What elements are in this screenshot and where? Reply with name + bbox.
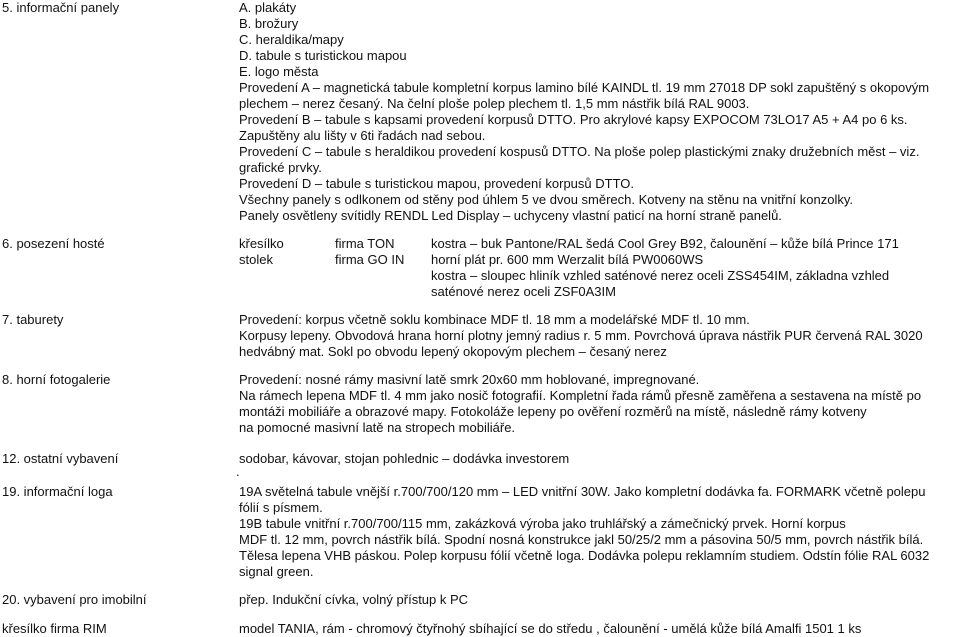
section-6-item-table: stolek [239, 252, 273, 267]
section-8-line: montáži mobiliáře a obrazové mapy. Fotokoláže lepeny po ověření rozměrů na místě, následně rámy kotveny [239, 404, 867, 419]
section-7-line: Provedení: korpus včetně soklu kombinace MDF tl. 18 mm a modelářské MDF tl. 10 mm. [239, 312, 750, 327]
section-6-label: 6. posezení hosté [2, 236, 105, 251]
section-5-line: Provedení D – tabule s turistickou mapou, provedení korpusů DTTO. [239, 176, 635, 191]
section-8-line: na pomocné masivní latě na stropech mobiliáře. [239, 420, 516, 435]
section-20-text: přep. Indukční cívka, volný přístup k PC [239, 592, 469, 607]
section-8-line: Na rámech lepena MDF tl. 4 mm jako nosič fotografií. Kompletní řada rámů přesně zaměřena a sestavena na místě po [239, 388, 922, 403]
section-7-label: 7. taburety [2, 312, 64, 327]
section-5-line: Provedení C – tabule s heraldikou provedení kospusů DTTO. Na ploše polep plastickými znaky družebních měst – viz. [239, 144, 920, 159]
section-5-line: E. logo města [239, 64, 319, 79]
section-6-firm-goin: firma GO IN [335, 252, 405, 267]
section-19-line: signal green. [239, 564, 314, 579]
section-5-line: Zapuštěny alu lišty v 6ti řadách nad sebou. [239, 128, 486, 143]
section-12-text: sodobar, kávovar, stojan pohlednic – dodávka investorem [239, 451, 570, 466]
section-5-line: D. tabule s turistickou mapou [239, 48, 407, 63]
section-5-line: Panely osvětleny svítidly RENDL Led Display – uchyceny vlastní paticí na horní straně panelů. [239, 208, 782, 223]
rim-label: křesílko firma RIM [2, 621, 107, 636]
section-8-label: 8. horní fotogalerie [2, 372, 111, 387]
section-19-line: 19B tabule vnitřní r.700/700/115 mm, zakázková výroba jako truhlářský a zámečnický prvek. Horní korpus [239, 516, 846, 531]
section-6-desc: horní plát pr. 600 mm Werzalit bílá PW0060WS [431, 252, 704, 267]
section-20-label: 20. vybavení pro imobilní [2, 592, 147, 607]
section-5-line: C. heraldika/mapy [239, 32, 344, 47]
section-5-line: Provedení A – magnetická tabule kompletní korpus lamino bílé KAINDL tl. 19 mm 27018 DP sokl zapuštěný s okopovým [239, 80, 930, 95]
section-19-line: MDF tl. 12 mm, povrch nástřik bílá. Spodní nosná konstrukce jakl 50/25/2 mm a pásovina 50/5 mm, povrch nástřik bílá. [239, 532, 924, 547]
section-12-label: 12. ostatní vybavení [2, 451, 119, 466]
rim-text: model TANIA, rám - chromový čtyřnohý sbíhající se do středu , čalounění - umělá kůže bílá Amalfi 1501 1 ks [239, 621, 862, 636]
section-6-desc: kostra – buk Pantone/RAL šedá Cool Grey B92, čalounění – kůže bílá Prince 171 [431, 236, 899, 251]
section-7-line: Korpusy lepeny. Obvodová hrana horní plotny jemný radius r. 5 mm. Povrchová úprava nástřik PUR červená RAL 3020 [239, 328, 923, 343]
section-5-line: Provedení B – tabule s kapsami provedení korpusů DTTO. Pro akrylové kapsy EXPOCOM 73LO17 A5 + A4 po 6 ks. [239, 112, 908, 127]
section-19-line: 19A světelná tabule vnější r.700/700/120 mm – LED vnitřní 30W. Jako kompletní dodávka fa. FORMARK včetně polepu [239, 484, 926, 499]
section-5-line: A. plakáty [239, 0, 297, 15]
section-8-line: Provedení: nosné rámy masivní latě smrk 20x60 mm hoblované, impregnované. [239, 372, 700, 387]
section-5-line: B. brožury [239, 16, 299, 31]
stray-dot: . [236, 464, 240, 479]
section-7-line: hedvábný mat. Sokl po obvodu lepený okopovým plechem – česaný nerez [239, 344, 667, 359]
section-5-line: plechem – nerez česaný. Na čelní ploše polep plechem tl. 1,5 mm nástřik bílá RAL 9003. [239, 96, 750, 111]
section-6-firm-ton: firma TON [335, 236, 395, 251]
section-5-label: 5. informační panely [2, 0, 120, 15]
section-19-label: 19. informační loga [2, 484, 113, 499]
section-6-desc: kostra – sloupec hliník vzhled saténové nerez oceli ZSS454IM, základna vzhled [431, 268, 890, 283]
section-5-line: Všechny panely s odlkonem od stěny pod úhlem 5 ve dvou směrech. Kotveny na stěnu na vnitřní konzolky. [239, 192, 853, 207]
section-19-line: Tělesa lepena VHB páskou. Polep korpusu fólií včetně loga. Dodávka polepu reklamním studiem. Odstín fólie RAL 6032 [239, 548, 930, 563]
section-5-line: grafické prvky. [239, 160, 322, 175]
section-19-line: fólií s písmem. [239, 500, 323, 515]
section-6-desc: saténové nerez oceli ZSF0A3IM [431, 284, 616, 299]
section-6-item-armchair: křesílko [239, 236, 284, 251]
